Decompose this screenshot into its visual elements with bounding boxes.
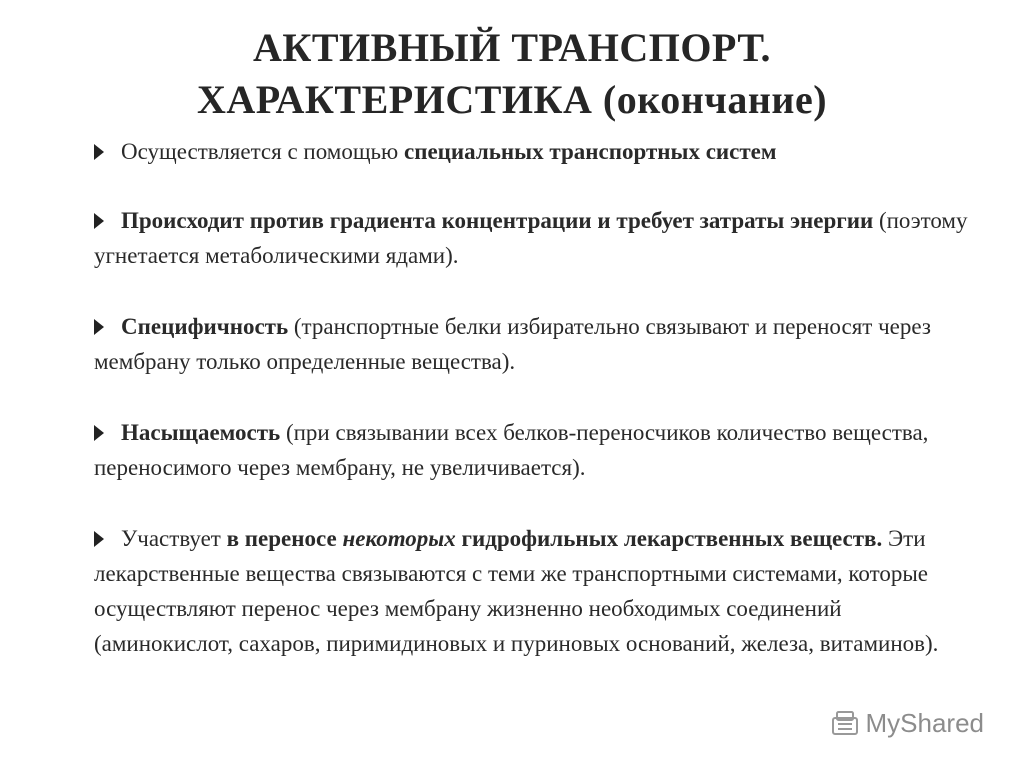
title-line-1: АКТИВНЫЙ ТРАНСПОРТ. [252,25,772,70]
bullet-item [94,134,974,169]
bullet-arrow-icon [94,319,104,335]
bullet-text-bold: Специфичность [121,314,289,339]
bullet-item [94,203,974,273]
bullet-item [94,309,974,379]
bullet-text: Осуществляется с помощью [121,139,404,164]
bullet-text: Эти лекарственные вещества связываются с теми же транспортными системами, которые осуществляют перенос через мембрану жизненно необходимых соединений (аминокислот, сахаров, пиримидиновых и пуриновых оснований, железа, витаминов). [94,526,939,656]
bullet-text-bold-italic: некоторых [342,526,456,551]
bullet-arrow-icon [94,531,104,547]
watermark-text: MyShared [865,707,984,738]
bullet-text: Участвует [121,526,227,551]
bullet-arrow-icon [94,425,104,441]
bullet-text-bold: Происходит против градиента концентрации и требует затраты энергии [121,208,874,233]
myshared-logo-icon [830,708,860,738]
bullet-arrow-icon [94,144,104,160]
bullet-arrow-icon [94,213,104,229]
bullet-text-bold: гидрофильных лекарственных веществ. [455,526,883,551]
bullet-item [94,415,974,485]
bullet-text-bold: специальных транспортных систем [403,139,777,164]
bullet-text: (поэтому угнетается метаболическими ядами). [94,208,968,268]
title-line-2: ХАРАКТЕРИСТИКА (окончание) [196,77,828,122]
bullet-list [94,134,974,697]
bullet-text: (при связывании всех белков-переносчиков количество вещества, переносимого через мембрану, не увеличивается). [94,420,929,480]
watermark[interactable] [830,705,985,741]
bullet-text-bold: в переносе [226,526,343,551]
bullet-item [94,521,974,661]
bullet-text: (транспортные белки избирательно связывают и переносят через мембрану только определенные вещества). [94,314,931,374]
page-title [0,22,1024,126]
bullet-text-bold: Насыщаемость [121,420,281,445]
